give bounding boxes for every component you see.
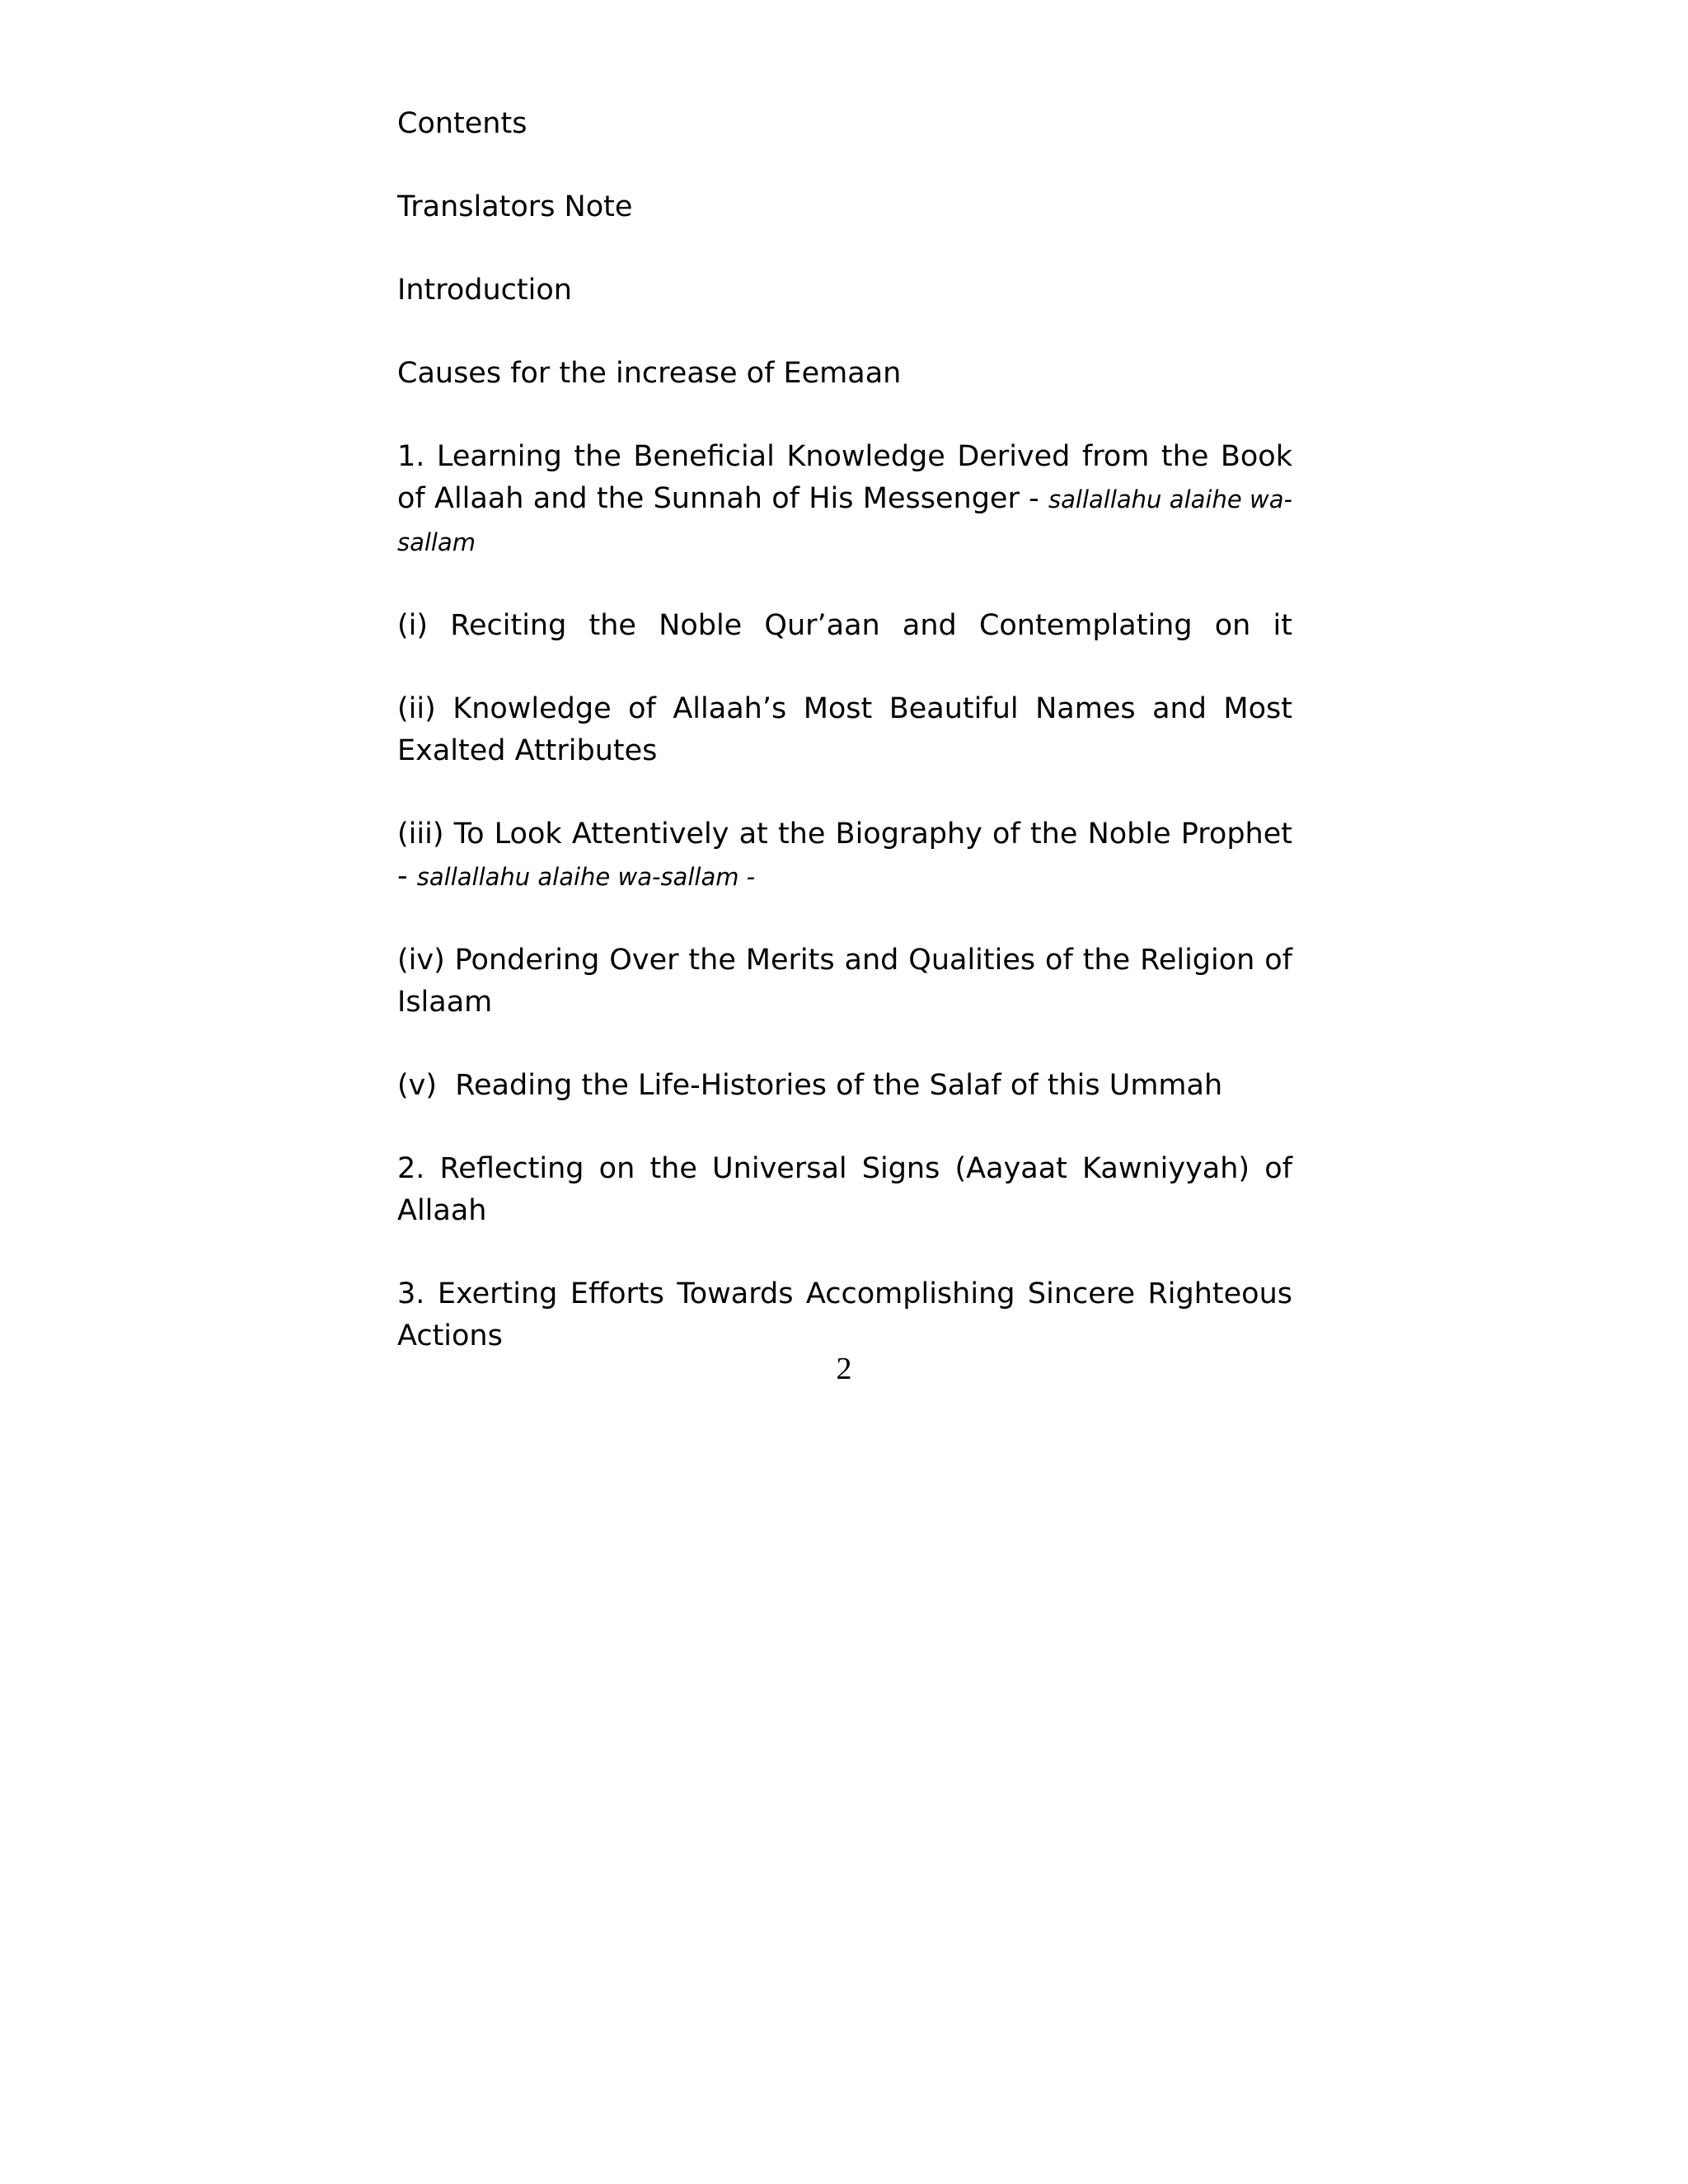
toc-entry-1 — [397, 436, 1292, 564]
page-number: 2 — [836, 1352, 852, 1386]
toc-entry-iii-salutation: sallallahu alaihe wa-sallam - — [416, 863, 756, 891]
toc-entry-1-text: 1. Learning the Beneficial Knowledge Derived from the Book of Allaah and the Sunnah of His Messenger - — [397, 440, 1292, 515]
toc-entry-3: 3. Exerting Efforts Towards Accomplishing Sincere Righteous Actions — [397, 1277, 1292, 1352]
toc-entry-iii — [397, 813, 1292, 898]
toc-entry-v: (v) Reading the Life-Histories of the Salaf of this Ummah — [397, 1069, 1223, 1102]
contents-heading: Contents — [397, 107, 528, 140]
toc-entry-iii-text: (iii) To Look Attentively at the Biography of the Noble Prophet - — [397, 818, 1292, 893]
toc-entry-translators-note: Translators Note — [397, 190, 633, 223]
toc-entry-2: 2. Reflecting on the Universal Signs (Aayaat Kawniyyah) of Allaah — [397, 1152, 1292, 1227]
toc-entry-i: (i) Reciting the Noble Qur’aan and Contemplating on it — [397, 609, 1292, 642]
toc-entry-iv: (iv) Pondering Over the Merits and Qualities of the Religion of Islaam — [397, 944, 1292, 1019]
toc-entry-causes: Causes for the increase of Eemaan — [397, 357, 902, 390]
toc-entry-1-salutation: sallallahu alaihe wa-sallam — [397, 485, 1292, 556]
contents-page — [397, 103, 1292, 1399]
toc-entry-introduction: Introduction — [397, 274, 572, 307]
toc-entry-ii: (ii) Knowledge of Allaah’s Most Beautiful Names and Most Exalted Attributes — [397, 692, 1292, 767]
